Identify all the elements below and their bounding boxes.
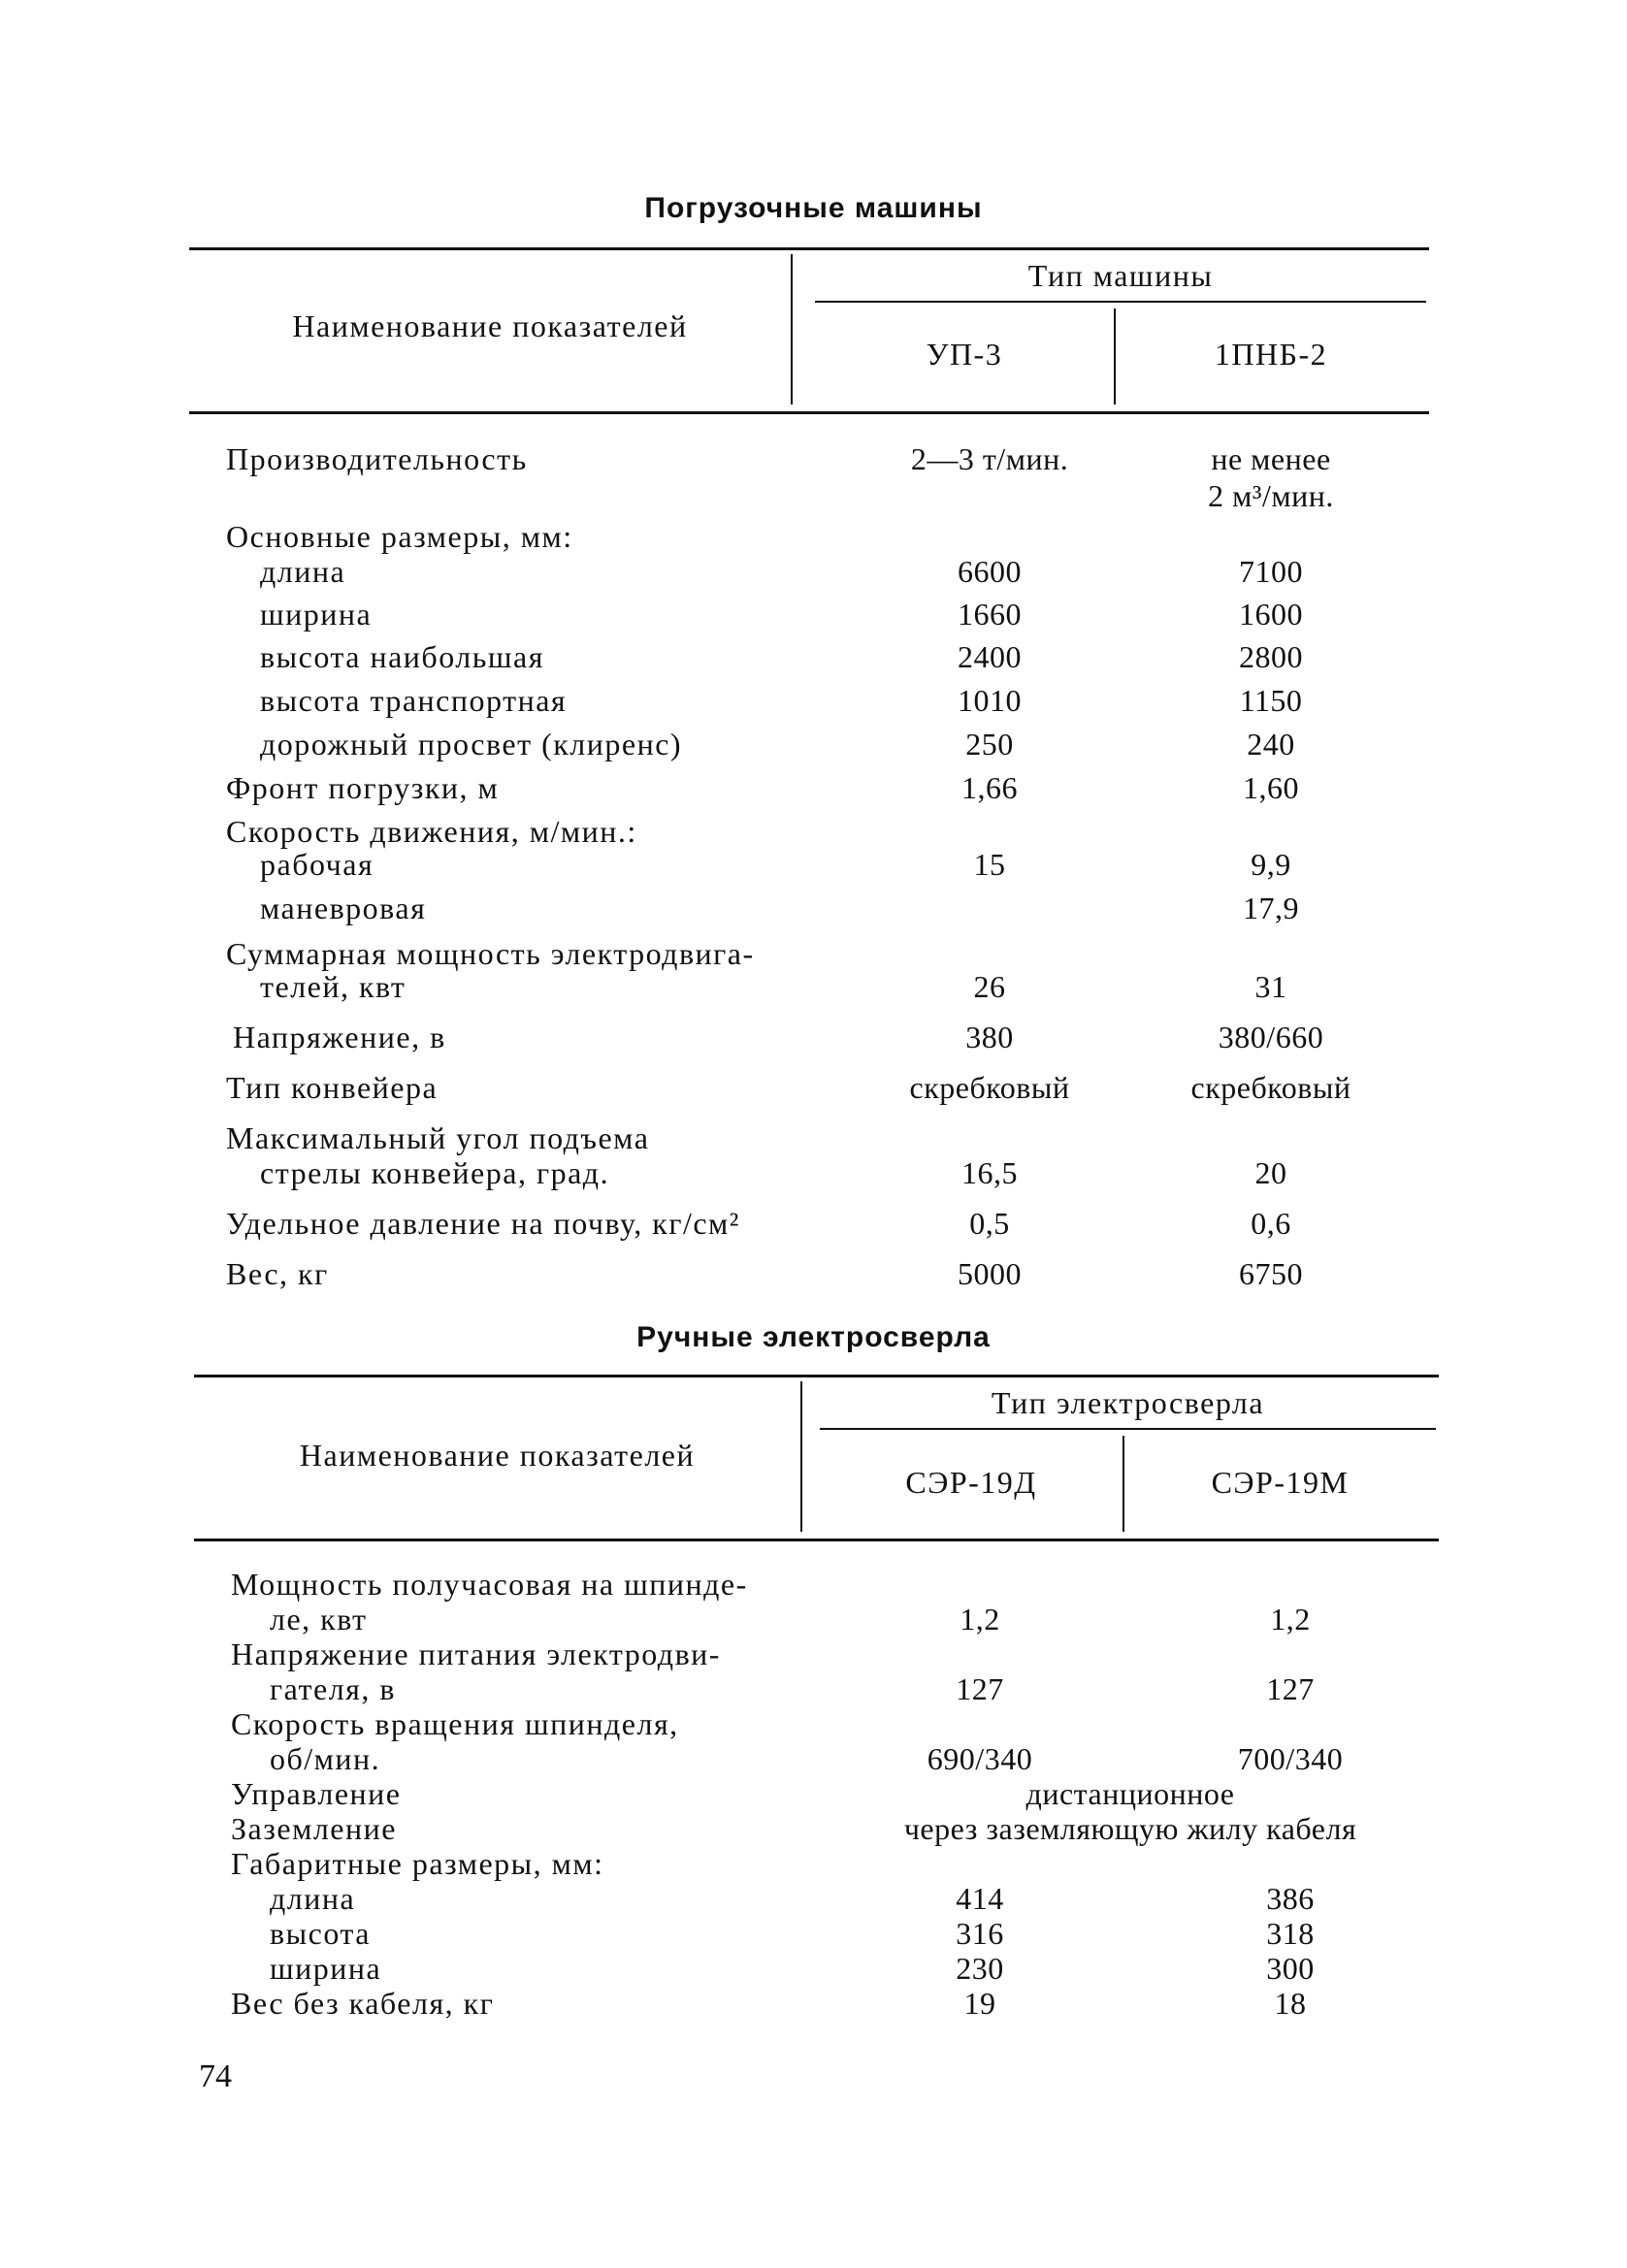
- table-cell: дистанционное: [1025, 1776, 1235, 1811]
- table-cell: 1,2: [1270, 1602, 1311, 1636]
- table-row: телей, квт: [260, 969, 407, 1004]
- table-cell: 127: [956, 1671, 1004, 1706]
- table-cell: 18: [1274, 1986, 1307, 2021]
- table-row: Удельное давление на почву, кг/см²: [226, 1206, 740, 1241]
- table-row: Фронт погрузки, м: [226, 770, 500, 805]
- table2-header-divider: [800, 1381, 802, 1532]
- table-cell: 2800: [1239, 639, 1303, 674]
- table1-group-header: Тип машины: [1027, 258, 1214, 293]
- table-cell: 9,9: [1251, 847, 1291, 882]
- table-row: Скорость вращения шпинделя,: [231, 1706, 679, 1741]
- table2-col1-header: СЭР-19Д: [905, 1465, 1037, 1500]
- table-cell: 2 м³/мин.: [1208, 478, 1334, 513]
- table-cell: 240: [1247, 727, 1295, 761]
- table-cell: 16,5: [961, 1155, 1018, 1190]
- table1-title: Погрузочные машины: [644, 192, 983, 224]
- table-row: дорожный просвет (клиренс): [260, 727, 683, 761]
- table-row: Вес, кг: [226, 1256, 329, 1291]
- table-cell: 15: [973, 847, 1006, 882]
- table-cell: 7100: [1239, 554, 1303, 589]
- table-cell: 380/660: [1218, 1020, 1324, 1054]
- table1-group-rule: [815, 301, 1426, 303]
- table2-col2-header: СЭР-19М: [1211, 1465, 1350, 1500]
- table-cell: 6750: [1239, 1256, 1303, 1291]
- table-cell: скребковый: [1190, 1070, 1351, 1105]
- table-row: Напряжение, в: [233, 1020, 446, 1054]
- table-cell: 1660: [958, 597, 1022, 632]
- table-row: Скорость движения, м/мин.:: [226, 814, 637, 849]
- table-cell: 414: [956, 1881, 1004, 1916]
- table-row: высота: [270, 1916, 371, 1951]
- table-row: гателя, в: [270, 1671, 396, 1706]
- table-cell: 20: [1254, 1155, 1287, 1190]
- table-row: ширина: [270, 1951, 382, 1986]
- table1-header-divider: [791, 254, 793, 405]
- table-cell: 1,2: [960, 1602, 1000, 1636]
- table-row: стрелы конвейера, град.: [260, 1155, 610, 1190]
- table-cell: через заземляющую жилу кабеля: [903, 1811, 1357, 1846]
- table-cell: 1,66: [961, 770, 1018, 805]
- table-row: длина: [270, 1881, 356, 1916]
- table-cell: 31: [1254, 969, 1287, 1004]
- table2-header-bottom-rule: [194, 1539, 1439, 1541]
- table1-header-bottom-rule: [189, 411, 1429, 414]
- table-cell: 0,5: [969, 1206, 1010, 1241]
- table-cell: 6600: [958, 554, 1022, 589]
- page-number: 74: [199, 2058, 232, 2094]
- table-row: Производительность: [226, 441, 528, 476]
- table-cell: 5000: [958, 1256, 1022, 1291]
- table2-group-rule: [820, 1428, 1436, 1430]
- table-cell: 1,60: [1243, 770, 1299, 805]
- table-row: Вес без кабеля, кг: [231, 1986, 495, 2021]
- table1-header-label: Наименование показателей: [292, 308, 688, 343]
- table-cell: 386: [1266, 1881, 1315, 1916]
- table-cell: 230: [956, 1951, 1004, 1986]
- table1-col1-header: УП-3: [926, 337, 1003, 372]
- table-cell: 26: [973, 969, 1006, 1004]
- table-row: рабочая: [260, 847, 374, 882]
- table-row: Тип конвейера: [226, 1070, 439, 1105]
- table-row: ширина: [260, 597, 373, 632]
- table2-group-header: Тип электросверла: [991, 1385, 1265, 1420]
- table2-header-label: Наименование показателей: [299, 1438, 696, 1473]
- table-cell: 1600: [1239, 597, 1303, 632]
- table1-top-rule: [189, 247, 1429, 250]
- table-cell: 19: [963, 1986, 996, 2021]
- table-cell: 318: [1266, 1916, 1315, 1951]
- table-row: ле, квт: [270, 1602, 368, 1636]
- table-row: длина: [260, 554, 346, 589]
- table-row: Управление: [231, 1776, 402, 1811]
- table-cell: 380: [965, 1020, 1014, 1054]
- table-cell: 300: [1266, 1951, 1315, 1986]
- table2-title: Ручные электросверла: [636, 1321, 991, 1353]
- table-row: высота наибольшая: [260, 639, 544, 674]
- table-cell: 2—3 т/мин.: [910, 441, 1069, 476]
- table-cell: 1150: [1239, 683, 1303, 718]
- table-cell: 700/340: [1237, 1741, 1344, 1776]
- table-cell: 127: [1266, 1671, 1315, 1706]
- table-row: Суммарная мощность электродвига-: [226, 936, 755, 971]
- table-row: маневровая: [260, 891, 427, 925]
- table1-col2-header: 1ПНБ-2: [1214, 337, 1328, 372]
- table-row: об/мин.: [270, 1741, 381, 1776]
- table-row: высота транспортная: [260, 683, 568, 718]
- table-cell: 2400: [958, 639, 1022, 674]
- table-cell: 17,9: [1243, 891, 1299, 925]
- table-cell: 250: [965, 727, 1014, 761]
- table-row: Мощность получасовая на шпинде-: [231, 1567, 748, 1602]
- table-row: Габаритные размеры, мм:: [231, 1846, 604, 1881]
- table-cell: 690/340: [927, 1741, 1033, 1776]
- table-row: Напряжение питания электродви-: [231, 1636, 721, 1671]
- table-cell: скребковый: [909, 1070, 1070, 1105]
- table-cell: 1010: [958, 683, 1022, 718]
- table2-top-rule: [194, 1375, 1439, 1377]
- table-cell: 316: [956, 1916, 1004, 1951]
- table-cell: 0,6: [1251, 1206, 1291, 1241]
- table-row: Основные размеры, мм:: [226, 519, 573, 554]
- table-row: Заземление: [231, 1811, 397, 1846]
- table-cell: не менее: [1211, 441, 1331, 476]
- table-row: Максимальный угол подъема: [226, 1120, 650, 1155]
